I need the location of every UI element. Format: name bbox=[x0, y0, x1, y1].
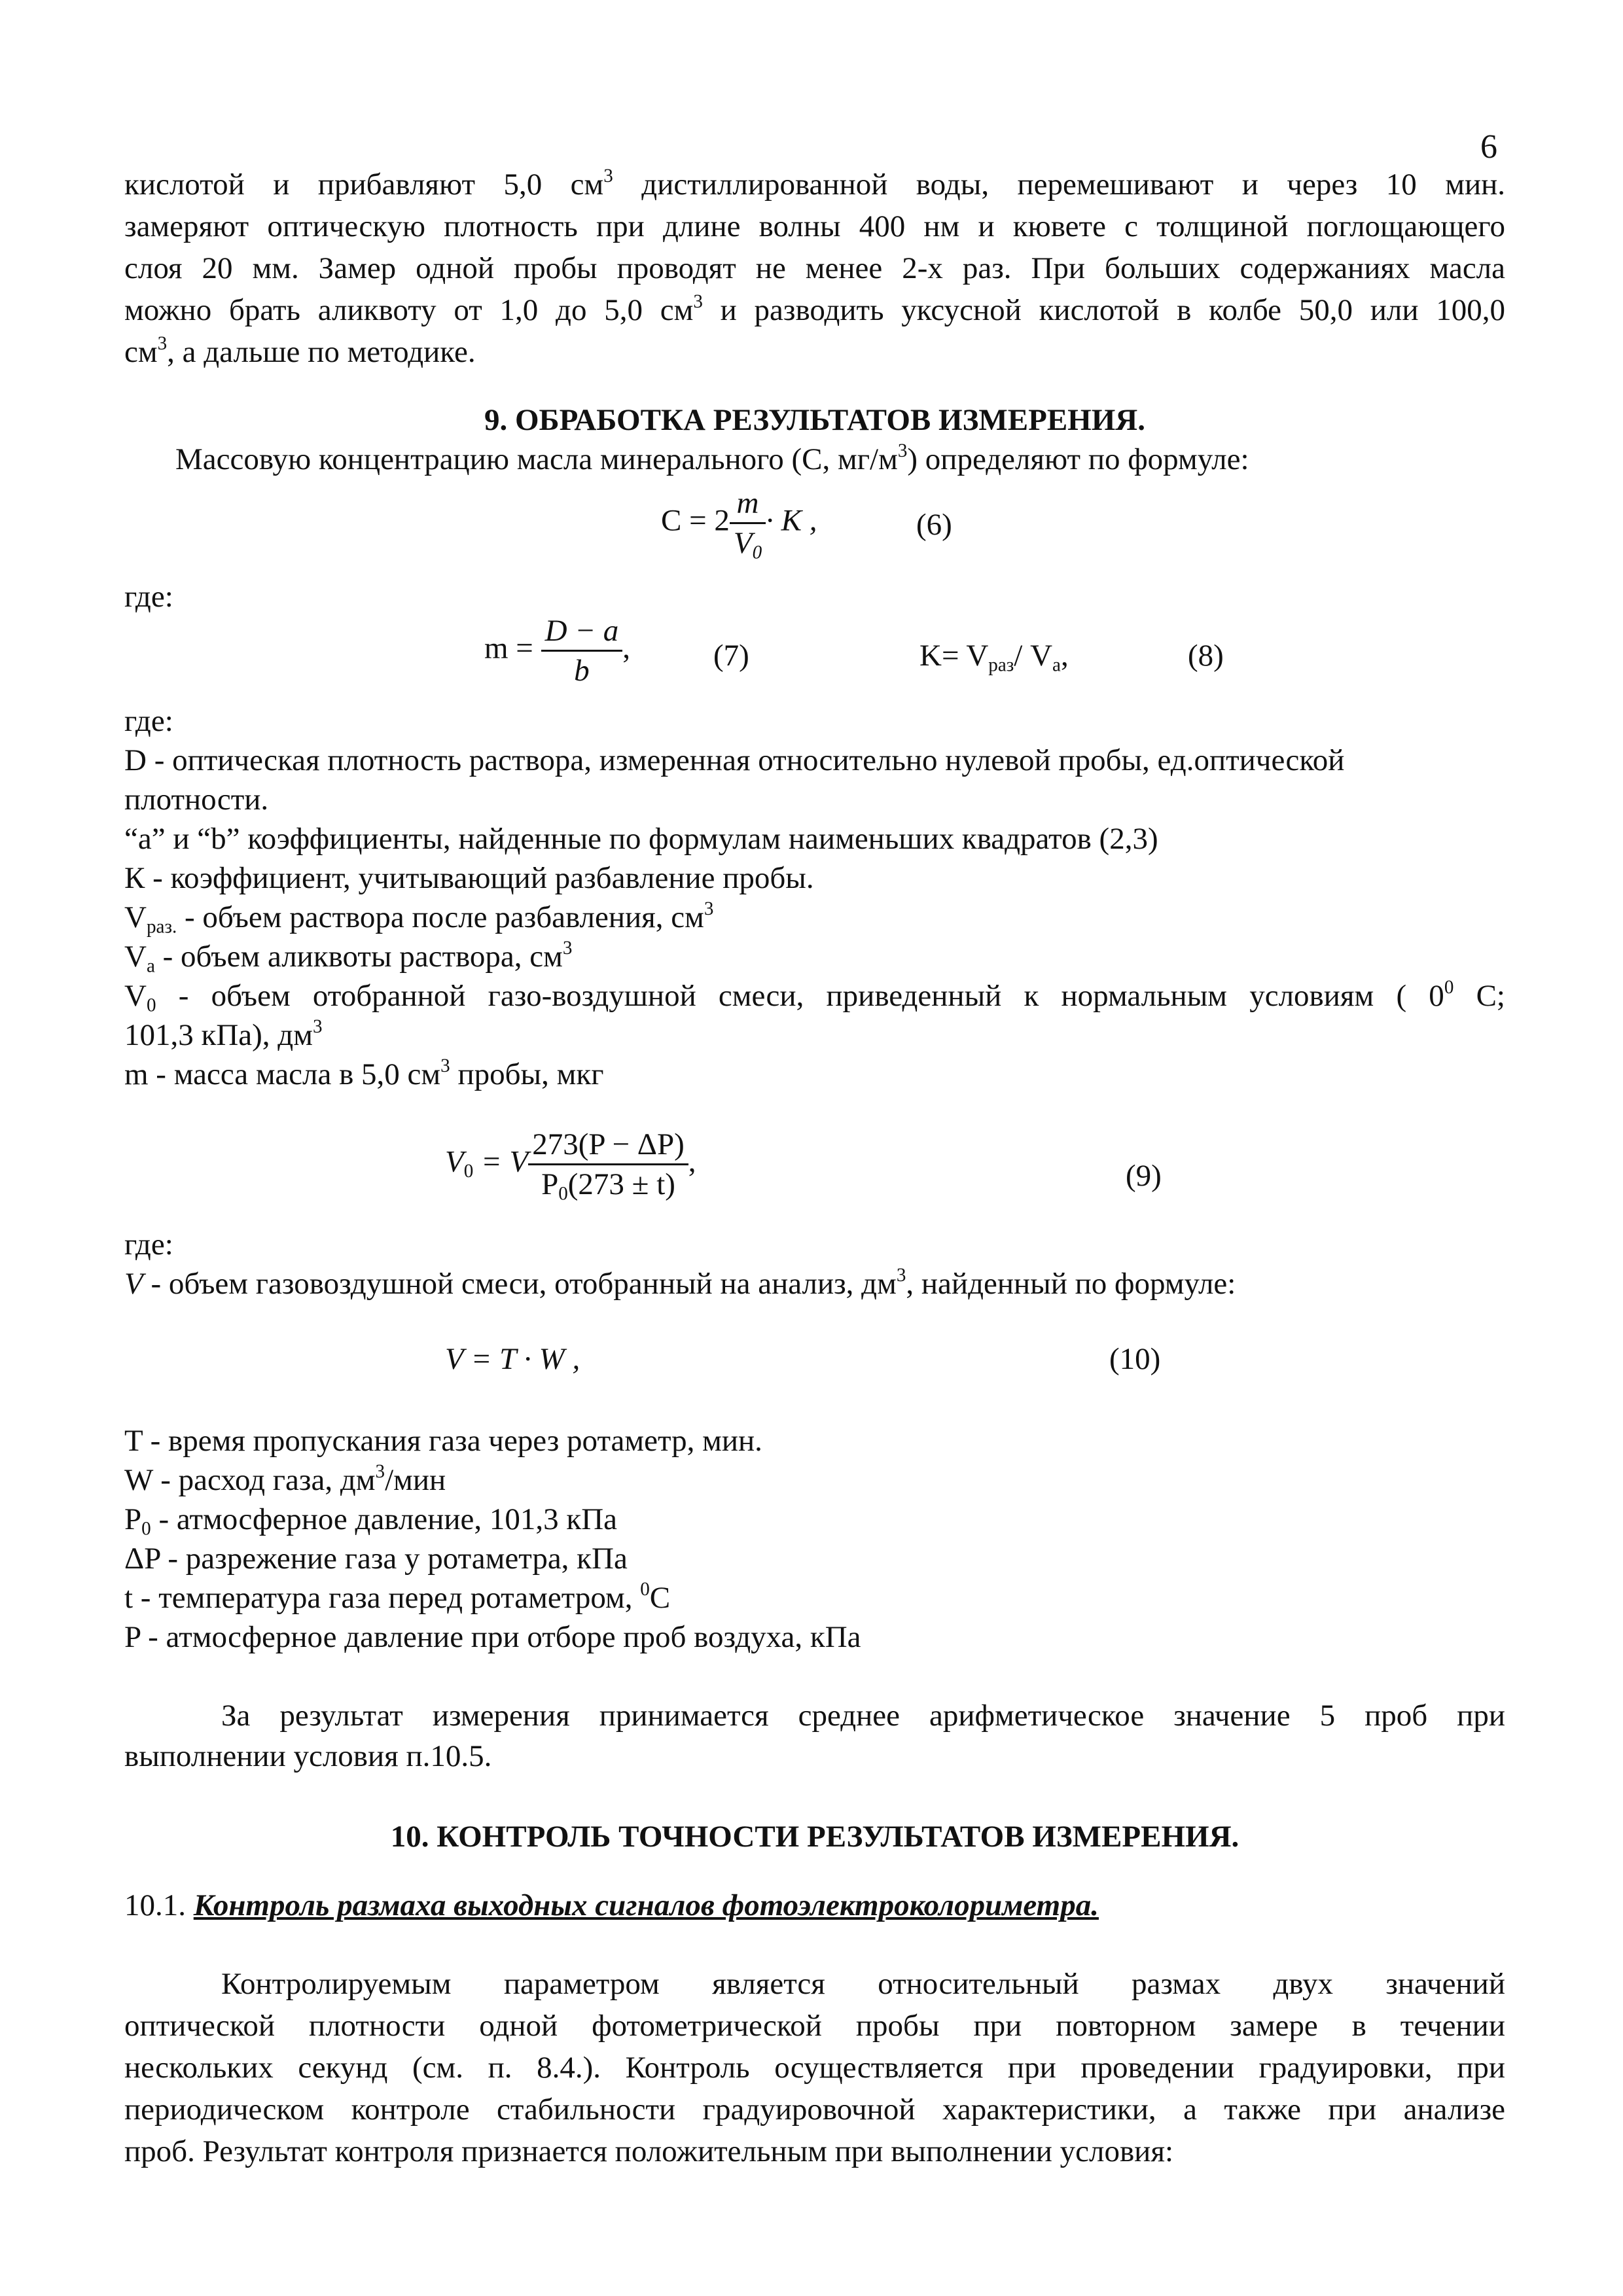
intro-line-3: слоя 20 мм. Замер одной пробы проводят не менее 2-х раз. При больших содержаниях масла bbox=[124, 251, 1505, 285]
intro-line-4: можно брать аликвоту от 1,0 до 5,0 $см^3$ и разводить уксусной кислотой в колбе 50,0 или 100,0 bbox=[124, 291, 1505, 327]
definition-v0-cont: 101,3 кПа), $дм^3$ bbox=[124, 1016, 323, 1052]
section-9-lead: Массовую концентрацию масла минерального (С, $мг/м^3$) определяют по формуле: bbox=[175, 440, 1249, 476]
variable-dp: ΔP - разрежение газа у ротаметра, кПа bbox=[124, 1542, 628, 1576]
equation-number-6: (6) bbox=[916, 508, 952, 542]
where-label-3: где: bbox=[124, 1227, 173, 1262]
equation-number-8: (8) bbox=[1188, 639, 1224, 673]
definition-d: D - оптическая плотность раствора, измеренная относительно нулевой пробы, ед.оптической bbox=[124, 743, 1345, 777]
variable-p0: $P_0$ - атмосферное давление, 101,3 кПа bbox=[124, 1502, 618, 1540]
page-number: 6 bbox=[1480, 128, 1497, 166]
subsection-10-1-title: Контроль размаха выходных сигналов фотоэлектроколориметра. bbox=[193, 1888, 1099, 1922]
variable-w: W - расход газа, $дм^3$/мин bbox=[124, 1461, 446, 1497]
where-label-1: где: bbox=[124, 580, 173, 614]
definition-v0: $V_0$ - объем отобранной газо-воздушной смеси, приведенный к нормальным условиям ( $0^0$ С; bbox=[124, 977, 1505, 1016]
variable-temperature: t - температура газа перед ротаметром, $^0$C bbox=[124, 1579, 671, 1615]
definition-v: V - объем газовоздушной смеси, отобранный на анализ, $дм^3$, найденный по формуле: bbox=[124, 1265, 1236, 1301]
equation-number-9: (9) bbox=[1126, 1159, 1162, 1193]
where-label-2: где: bbox=[124, 704, 173, 738]
section-10-para-line-5: проб. Результат контроля признается положительным при выполнении условия: bbox=[124, 2134, 1174, 2168]
section-9-title: 9. ОБРАБОТКА РЕЗУЛЬТАТОВ ИЗМЕРЕНИЯ. bbox=[484, 403, 1145, 437]
definition-d-cont: плотности. bbox=[124, 783, 269, 817]
section-10-para-line-1: Контролируемым параметром является относительный размах двух значений bbox=[221, 1967, 1505, 2001]
intro-line-2: замеряют оптическую плотность при длине волны 400 нм и кювете с толщиной поглощающего bbox=[124, 209, 1505, 243]
formula-10: V = T · W , bbox=[445, 1342, 580, 1376]
result-line-1: За результат измерения принимается среднее арифметическое значение 5 проб при bbox=[221, 1699, 1505, 1733]
definition-ab: “a” и “b” коэффициенты, найденные по формулам наименьших квадратов (2,3) bbox=[124, 822, 1158, 856]
section-10-para-line-2: оптической плотности одной фотометрической пробы при повторном замере в течении bbox=[124, 2009, 1505, 2043]
formula-8: $K= V_{раз}/$ $V_а$, bbox=[919, 639, 1069, 676]
section-10-para-line-3: нескольких секунд (см. п. 8.4.). Контроль осуществляется при проведении градуировки, при bbox=[124, 2051, 1505, 2085]
variable-t: T - время пропускания газа через ротаметр, мин. bbox=[124, 1424, 762, 1458]
formula-6: C = 2 $\frac{m}{V_0}$ · K , bbox=[661, 484, 817, 562]
subsection-10-1: 10.1. Контроль размаха выходных сигналов фотоэлектроколориметра. bbox=[124, 1888, 1099, 1922]
definition-v-raz: $V_{раз.}$ - объем раствора после разбавления, $см^3$ bbox=[124, 898, 714, 938]
definition-m: m - масса масла в 5,0 $см^3$ пробы, мкг bbox=[124, 1055, 604, 1091]
definition-v-a: $V_а$ - объем аликвоты раствора, $см^3$ bbox=[124, 938, 573, 977]
formula-9: $V_0 = V$ $\frac{273(P - \Delta P)}{P_0(273 \pm t)}$ , bbox=[445, 1125, 696, 1203]
variable-p: P - атмосферное давление при отборе проб воздуха, кПа bbox=[124, 1620, 861, 1654]
intro-line-5: $см^3$, а дальше по методике. bbox=[124, 333, 476, 369]
equation-number-10: (10) bbox=[1109, 1342, 1161, 1376]
section-10-para-line-4: периодическом контроле стабильности градуировочной характеристики, а также при анализе bbox=[124, 2093, 1505, 2127]
result-line-2: выполнении условия п.10.5. bbox=[124, 1739, 492, 1773]
equation-number-7: (7) bbox=[713, 639, 749, 673]
formula-7: m = $\frac{D - a}{b}$ , bbox=[484, 612, 630, 690]
section-10-title: 10. КОНТРОЛЬ ТОЧНОСТИ РЕЗУЛЬТАТОВ ИЗМЕРЕНИЯ. bbox=[390, 1820, 1240, 1854]
definition-k: К - коэффициент, учитывающий разбавление пробы. bbox=[124, 861, 814, 895]
intro-line-1: кислотой и прибавляют 5,0 $см^3$ дистиллированной воды, перемешивают и через 10 мин. bbox=[124, 166, 1506, 202]
